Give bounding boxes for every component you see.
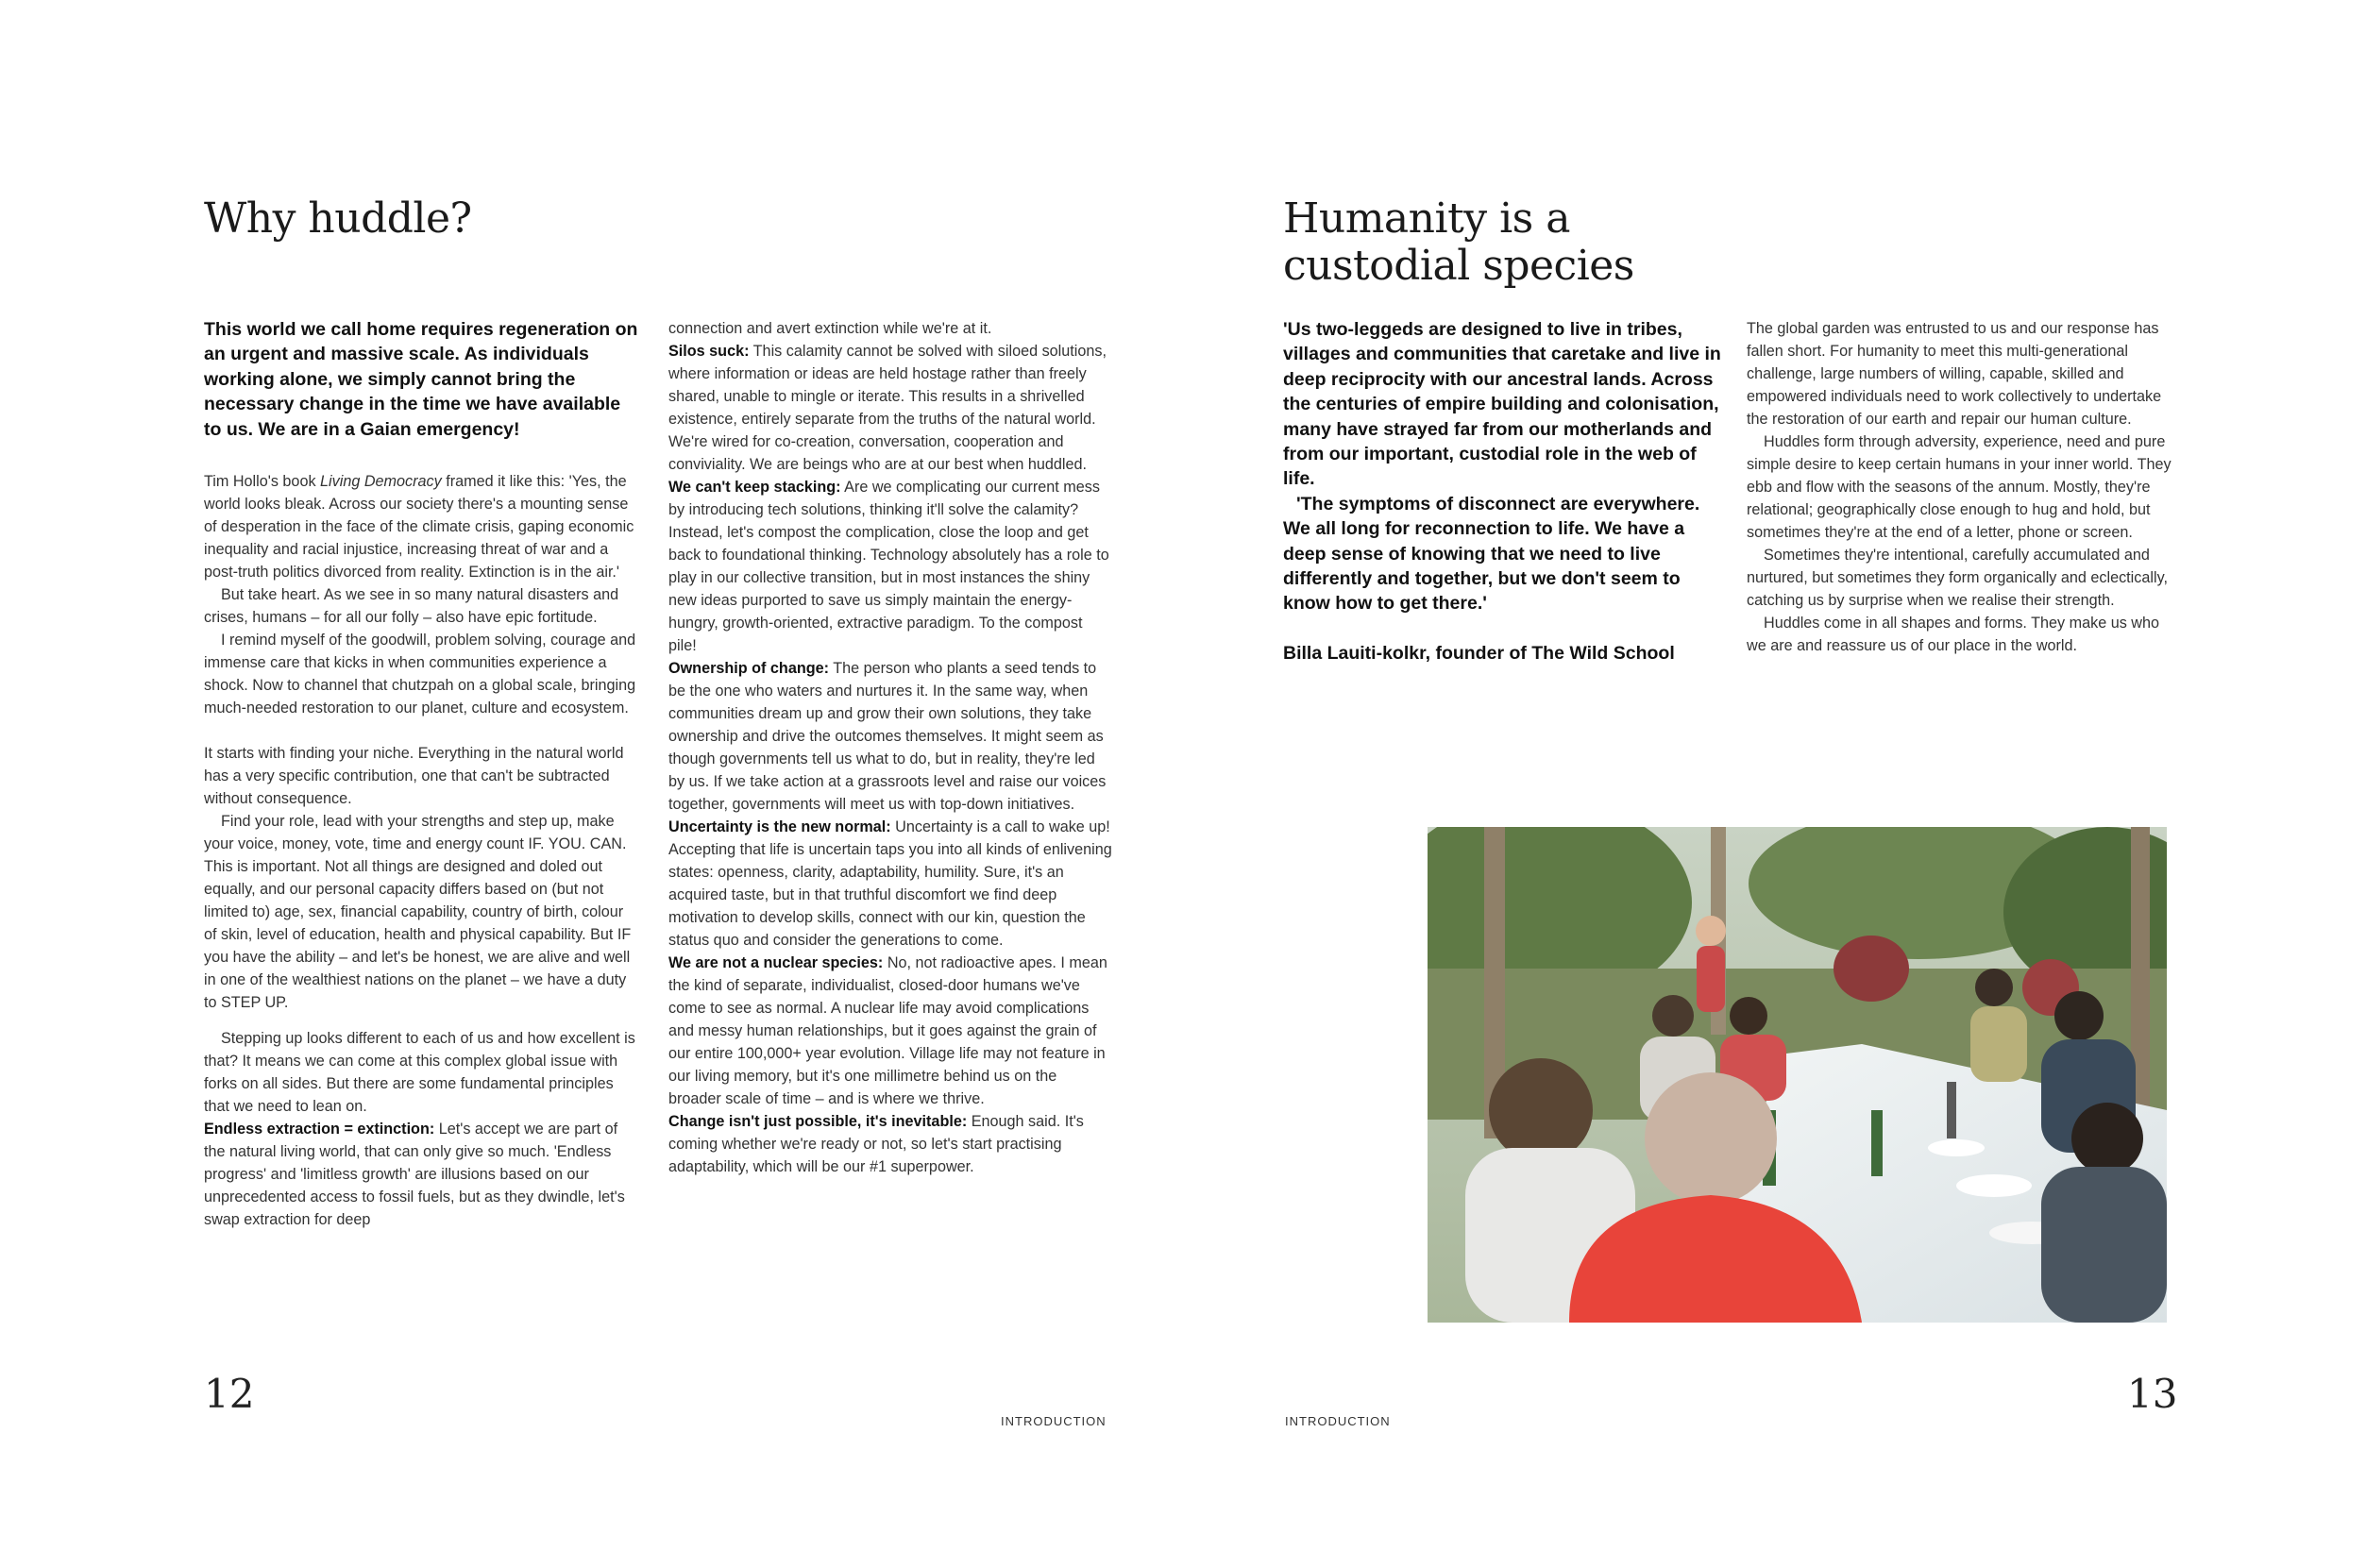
paragraph: It starts with finding your niche. Everything in the natural world has a very specific contribution, one that can't be subtracted without consequence. — [204, 745, 624, 808]
person-body — [1970, 1006, 2027, 1082]
paragraph: connection and avert extinction while we're at it. — [668, 320, 992, 337]
right-page — [1183, 0, 2366, 1568]
paragraph: Find your role, lead with your strengths and step up, make your voice, money, vote, time and energy count IF. YOU. CAN. This is important. Not all things are designed and doled out equally, and our personal capacity differs based on (but not limited to) age, sex, financial capability, country of birth, colour of skin, level of education, health and physical capability. But IF you have the ability – and let's be honest, we are alive and well in one of the wealthiest nations on the planet – we have a duty to STEP UP. — [204, 813, 632, 1012]
title-line-2: custodial species — [1283, 242, 1634, 290]
red-plant — [1834, 936, 1909, 1002]
running-footer-left: INTRODUCTION — [1001, 1414, 1107, 1428]
paragraph: The global garden was entrusted to us and our response has fallen short. For humanity to meet this multi-generational challenge, large numbers of willing, capable, skilled and empowered individuals need to work collectively to undertake the restoration of our earth and repair our human culture. — [1747, 320, 2162, 428]
page-number-right: 13 — [2127, 1371, 2178, 1417]
quote-column — [1283, 317, 1727, 666]
paragraph: Uncertainty is the new normal: Uncertainty is a call to wake up! Accepting that life is uncertain taps you into all kinds of enlivening states: openness, clarity, adaptability, humility. Sure, it's an acquired taste, but in that truthful discomfort we find deep motivation to develop skills, connect with our kin, question the status quo and consider the generations to come. — [668, 818, 1112, 949]
paragraph: Stepping up looks different to each of us and how excellent is that? It means we can come at this complex global issue with forks on all sides. But there are some fundamental principles that we need to lean on. — [204, 1030, 635, 1116]
principle-label: Endless extraction = extinction: — [204, 1121, 435, 1138]
community-feast-photo — [1428, 827, 2167, 1323]
person-head — [1652, 995, 1694, 1037]
person-head — [1645, 1072, 1777, 1205]
paragraph: Huddles come in all shapes and forms. They make us who we are and reassure us of our place in the world. — [1747, 615, 2159, 654]
person-head — [2071, 1103, 2143, 1174]
plate — [1928, 1139, 1985, 1156]
feast-illustration — [1428, 827, 2167, 1323]
page-title-why-huddle: Why huddle? — [204, 194, 472, 243]
bottle — [1947, 1082, 1956, 1138]
paragraph: I remind myself of the goodwill, problem solving, courage and immense care that kicks in when communities experience a shock. Now to channel that chutzpah on a global scale, bringing much-needed restoration to our planet, culture and ecosystem. — [204, 632, 636, 717]
person-head — [1489, 1058, 1593, 1162]
paragraph: We can't keep stacking: Are we complicating our current mess by introducing tech solutions, thinking it'll solve the calamity? Instead, let's compost the complication, close the loop and get back to foundational thinking. Technology absolutely has a role to play in our collective transition, but in most instances the shiny new ideas purported to save us simply maintain the energy-hungry, growth-oriented, extractive paradigm. To the compost pile! — [668, 479, 1109, 654]
paragraph: Huddles form through adversity, experience, need and pure simple desire to keep certain humans in your inner world. They ebb and flow with the seasons of the annum. Mostly, they're relational; geographically close enough to hug and hold, but sometimes they're at the end of a letter, phone or screen. — [1747, 433, 2172, 541]
person-head — [2054, 991, 2104, 1040]
principle-label: Change isn't just possible, it's inevitable: — [668, 1113, 968, 1130]
pull-quote: 'Us two-leggeds are designed to live in tribes, villages and communities that caretake and live in deep reciprocity with our ancestral lands. Across the centuries of empire building and colonisation, many have strayed far from our motherlands and from our important, custodial role in the web of life. — [1283, 319, 1721, 490]
person-head — [1696, 916, 1726, 946]
principle-label: We can't keep stacking: — [668, 479, 841, 496]
left-column-2 — [668, 317, 1112, 1178]
paragraph: We are not a nuclear species: No, not radioactive apes. I mean the kind of separate, individualist, closed-door humans we've come to see as normal. A nuclear life may avoid complications and messy human relationships, but it goes against the grain of our entire 100,000+ year evolution. Village life may not feature in our living memory, but it's one millimetre behind us on the broader scale of time – and is where we thrive. — [668, 954, 1107, 1107]
principle-label: Uncertainty is the new normal: — [668, 818, 891, 835]
page-number-left: 12 — [204, 1371, 255, 1417]
principle-label: We are not a nuclear species: — [668, 954, 884, 971]
person-body — [1697, 946, 1725, 1012]
paragraph: Change isn't just possible, it's inevitable: Enough said. It's coming whether we're ready or not, so let's start practising adaptability, which will be our #1 superpower. — [668, 1113, 1084, 1175]
quote-attribution: Billa Lauiti-kolkr, founder of The Wild School — [1283, 642, 1675, 664]
pull-quote: 'The symptoms of disconnect are everywhere. We all long for reconnection to life. We have a deep sense of knowing that we need to live differently and together, but we don't seem to know how to get there.' — [1283, 493, 1700, 615]
paragraph: Sometimes they're intentional, carefully accumulated and nurtured, but sometimes they form organically and eclectically, catching us by surprise when we realise their strength. — [1747, 547, 2168, 609]
person-head — [1975, 969, 2013, 1006]
page-title-custodial-species — [1283, 195, 1634, 290]
paragraph: Ownership of change: The person who plants a seed tends to be the one who waters and nurtures it. In the same way, when communities dream up and grow their own solutions, they take ownership and drive the outcomes themselves. It might seem as though governments tell us what to do, but in reality, they're led by us. If we take action at a grassroots level and raise our voices together, governments will meet us with top-down initiatives. — [668, 660, 1107, 813]
lead-paragraph: This world we call home requires regeneration on an urgent and massive scale. As individuals working alone, we simply cannot bring the necessary change in the time we have available to us. We are in a Gaian emergency! — [204, 319, 638, 440]
bottle — [1871, 1110, 1883, 1176]
principle-label: Ownership of change: — [668, 660, 829, 677]
paragraph: Tim Hollo's book Living Democracy framed it like this: 'Yes, the world looks bleak. Across our society there's a mounting sense of desperation in the face of the climate crisis, gaping economic inequality and racial injustice, increasing threat of war and a post-truth politics divorced from reality. Extinction is in the air.' — [204, 473, 634, 582]
book-title: Living Democracy — [320, 473, 442, 491]
paragraph: Endless extraction = extinction: Let's accept we are part of the natural living world, that can only give so much. 'Endless progress' and 'limitless growth' are illusions based on our unprecedented access to fossil fuels, but as they dwindle, let's swap extraction for deep — [204, 1121, 625, 1229]
title-line-1: Humanity is a — [1283, 194, 1570, 243]
paragraph: Silos suck: This calamity cannot be solved with siloed solutions, where information or ideas are held hostage rather than freely shared, unable to mingle or iterate. This results in a shrivelled existence, entirely separate from the truths of the natural world. We're wired for co-creation, conversation, cooperation and conviviality. We are beings who are at our best when huddled. — [668, 343, 1107, 473]
right-column-2 — [1747, 317, 2183, 657]
running-footer-right: INTRODUCTION — [1285, 1414, 1391, 1428]
paragraph: But take heart. As we see in so many natural disasters and crises, humans – for all our folly – also have epic fortitude. — [204, 586, 619, 627]
person-head — [1730, 997, 1767, 1035]
left-column-1 — [204, 317, 640, 1231]
plate — [1956, 1174, 2032, 1197]
person-body — [2041, 1167, 2167, 1323]
principle-label: Silos suck: — [668, 343, 750, 360]
